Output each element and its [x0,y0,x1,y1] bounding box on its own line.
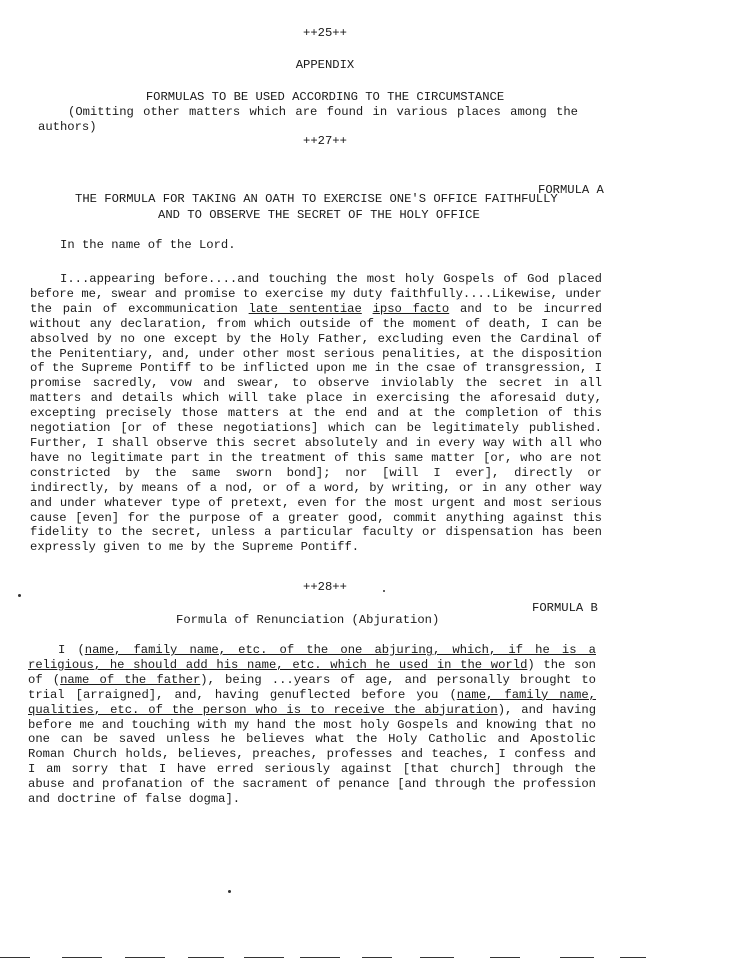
page-marker-25: ++25++ [303,26,347,40]
formula-a-title-line-2: AND TO OBSERVE THE SECRET OF THE HOLY OFFICE [158,208,480,222]
formulas-heading: FORMULAS TO BE USED ACCORDING TO THE CIRCUMSTANCE [145,90,505,104]
formula-a-invocation: In the name of the Lord. [60,238,236,252]
scan-edge-line [420,957,454,958]
scan-edge-line [490,957,520,958]
scan-speck [383,590,385,592]
scan-edge-line [125,957,165,958]
scan-edge-line [244,957,284,958]
receiver-name-placeholder: name, family name, qualities, etc. of the person who is to receive the abjuration [28,687,596,717]
formula-a-title-line-1: THE FORMULA FOR TAKING AN OATH TO EXERCISE ONE'S OFFICE FAITHFULLY [75,192,558,206]
abjuration-text-2: ) the son of ( [28,657,596,687]
scan-edge-line [620,957,646,958]
page-marker-27: ++27++ [303,134,347,148]
oath-text-2: and to be incurred without any declaration, from which outside of the moment of death, I can be absolved by no one except by the Holy Father, excluding even the Cardinal of the Penitentiary, and, under other most serious penalities, at the disposition of the Supreme Pontiff to be inflicted upon me in the csae of transgression, I promise sacredly, vow and swear, to observe inviolably the secret in all matters and details which will take place in exercising the aforesaid duty, excepting precisely those matters at the end and at the completion of this negotiation [or of these negotiations] which can be legitimately published. Further, I shall observe this secret absolutely and in every way with all who have no legitimate part in the treatment of this same matter [or, who are not constricted by the same sworn bond]; nor [will I ever], directly or indirectly, by means of a nod, or of a word, by writing, or in any other way and under whatever type of pretext, even for the most urgent and most serious cause [even] for the purpose of a greater good, commit anything against this fidelity to the secret, unless a particular faculty or dispensation has been expressly given to me by the Supreme Pontiff. [30,301,602,555]
scan-edge-line [0,957,30,958]
scan-edge-line [560,957,594,958]
formula-a-body [30,272,602,555]
scan-speck [228,890,231,893]
formula-a-label: FORMULA A [538,183,604,197]
scan-edge-line [188,957,224,958]
abjuration-text-1: I ( [58,643,85,657]
oath-space [362,302,373,316]
latin-term-late-sententiae: late sententiae [248,301,362,316]
scan-speck [18,594,21,597]
abjuration-text-3: ), being ...years of age, and personally brought to trial [arraigned], and, having genuflected before you ( [28,672,596,702]
scan-edge-line [62,957,102,958]
formula-b-title: Formula of Renunciation (Abjuration) [176,613,440,627]
oath-text-1: I...appearing before....and touching the most holy Gospels of God placed before me, swear and promise to exercise my duty faithfully....Likewise, under the pain of excommunication [30,272,602,316]
formula-b-body [28,643,596,807]
appendix-title: APPENDIX [295,58,355,72]
formulas-subheading: (Omitting other matters which are found in various places among the authors) [38,105,578,134]
scan-edge-line [362,957,392,958]
father-name-placeholder: name of the father [60,672,201,687]
latin-term-ipso-facto: ipso facto [372,301,450,316]
abjuration-text-4: ), and having before me and touching with my hand the most holy Gospels and knowing that no one can be saved unless he believes what the Holy Catholic and Apostolic Roman Church holds, believes, preaches, professes and teaches, I confess and I am sorry that I have erred seriously against [that church] through the abuse and profanation of the sacrament of penance [and through the profession and doctrine of false dogma]. [28,702,597,807]
formula-b-label: FORMULA B [532,601,598,615]
abjurer-name-placeholder: name, family name, etc. of the one abjuring, which, if he is a religious, he should add his name, etc. which he used in the world [28,643,596,672]
scan-edge-line [300,957,340,958]
page-marker-28: ++28++ [303,580,347,594]
